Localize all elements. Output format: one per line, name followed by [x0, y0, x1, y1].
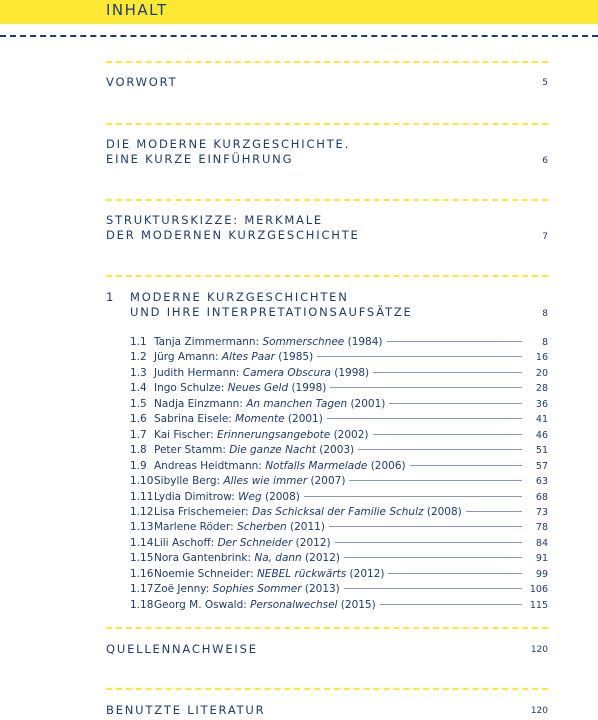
section-title: QUELLENNACHWEISE: [106, 642, 258, 656]
entry-page: 57: [535, 460, 548, 472]
entry-title: Erinnerungsangebote: [216, 428, 331, 441]
entry-author: Nora Gantenbrink:: [154, 552, 255, 565]
entry-title: Na, dann: [254, 552, 302, 565]
toc-entry[interactable]: [130, 335, 548, 350]
entry-year: (2001): [284, 413, 323, 426]
toc-entry[interactable]: [130, 412, 548, 427]
entry-page: 99: [535, 568, 548, 580]
toc-entry[interactable]: [130, 397, 548, 412]
toc-entry[interactable]: [130, 536, 548, 551]
entry-leader-line: [389, 403, 522, 404]
entry-page: 78: [535, 522, 548, 534]
entry-page: 106: [529, 584, 548, 596]
entry-number: 1.18: [130, 598, 154, 611]
entry-leader-line: [335, 542, 522, 543]
entry-number: 1.11: [130, 490, 154, 503]
entry-title: Scherben: [237, 521, 287, 534]
entry-text: [154, 567, 384, 582]
entry-page: 68: [535, 491, 548, 503]
entry-text: [154, 443, 354, 458]
entry-year: (2002): [330, 428, 369, 441]
entry-year: (1998): [330, 366, 370, 379]
section-divider: [106, 688, 548, 690]
section-title: STRUKTURSKIZZE: MERKMALE: [106, 213, 323, 227]
entry-title: Die ganze Nacht: [229, 444, 316, 457]
entry-text: [154, 474, 345, 489]
section-divider: [106, 627, 548, 629]
entry-author: Sibylle Berg:: [154, 475, 224, 488]
entry-number: 1.9: [130, 459, 147, 472]
entry-leader-line: [344, 557, 522, 558]
entry-author: Marlene Röder:: [154, 521, 238, 534]
entry-number: 1.1: [130, 336, 147, 348]
entry-year: (2008): [423, 505, 462, 518]
entry-page: 46: [535, 429, 548, 441]
entry-page: 36: [535, 398, 548, 410]
toc-entry[interactable]: [130, 598, 548, 613]
entry-author: Zoë Jenny:: [154, 583, 213, 596]
entry-page: 41: [535, 414, 548, 426]
entry-title: NEBEL rückwärts: [256, 567, 347, 580]
entry-leader-line: [466, 511, 522, 512]
entry-author: Jürg Amann:: [154, 351, 222, 364]
entry-text: [154, 598, 376, 613]
entry-title: Momente: [235, 413, 285, 426]
section-title: DER MODERNEN KURZGESCHICHTE: [106, 228, 360, 242]
entry-year: (2011): [286, 521, 325, 534]
section-title: DIE MODERNE KURZGESCHICHTE.: [106, 137, 351, 151]
section-title: BENUTZTE LITERATUR: [106, 703, 266, 717]
entry-text: [154, 335, 383, 350]
toc-entry[interactable]: [130, 443, 548, 458]
entry-leader-line: [380, 604, 522, 605]
toc-entry[interactable]: [130, 505, 548, 520]
toc-section-quellennachweise[interactable]: [106, 642, 548, 657]
entry-leader-line: [344, 588, 522, 589]
entry-number: 1.2: [130, 351, 147, 364]
entry-page: 63: [535, 476, 548, 488]
entry-author: Georg M. Oswald:: [154, 598, 251, 611]
entry-text: [154, 412, 323, 427]
header-bar: [0, 0, 598, 24]
section-page: 120: [530, 706, 548, 716]
entry-number: 1.5: [130, 397, 147, 410]
entry-number: 1.13: [130, 521, 154, 534]
entry-title: Altes Paar: [221, 351, 275, 364]
entry-text: [154, 505, 462, 520]
entry-author: Sabrina Eisele:: [154, 413, 236, 426]
entry-number: 1.10: [130, 475, 154, 488]
toc-section-literatur[interactable]: [106, 703, 548, 718]
entry-text: [154, 536, 331, 551]
entry-year: (1998): [288, 382, 327, 395]
entry-number: 1.15: [130, 552, 154, 565]
entry-title: Personalwechsel: [250, 598, 338, 611]
entry-number: 1.4: [130, 382, 147, 395]
toc-section-einfuehrung[interactable]: [106, 137, 548, 167]
entry-year: (2012): [346, 567, 385, 580]
entry-title: Sophies Sommer: [212, 583, 302, 596]
entry-number: 1.8: [130, 444, 147, 457]
section-title: MODERNE KURZGESCHICHTEN: [130, 290, 349, 304]
header-divider: [0, 35, 598, 37]
entry-title: Das Schicksal der Familie Schulz: [251, 505, 424, 518]
entry-leader-line: [388, 573, 522, 574]
section-page: 5: [542, 78, 548, 88]
entry-leader-line: [349, 480, 522, 481]
entry-year: (2008): [261, 490, 300, 503]
page-title: INHALT: [106, 1, 168, 19]
entry-page: 8: [541, 337, 548, 348]
entry-year: (2012): [301, 552, 340, 565]
section-title: UND IHRE INTERPRETATIONSAUFSÄTZE: [130, 305, 413, 319]
entry-leader-line: [387, 341, 522, 342]
entry-title: Weg: [238, 490, 262, 503]
entry-title: Sommerschnee: [262, 336, 345, 348]
entry-number: 1.17: [130, 583, 154, 596]
entry-text: [154, 582, 340, 597]
entry-title: Der Schneider: [217, 536, 293, 549]
entry-author: Lydia Dimitrow:: [154, 490, 239, 503]
entry-page: 115: [529, 599, 548, 611]
entry-leader-line: [329, 526, 522, 527]
section-number: 1: [106, 290, 116, 304]
entry-author: Tanja Zimmermann:: [154, 336, 263, 348]
entry-text: [154, 520, 325, 535]
entry-year: (2003): [315, 444, 355, 457]
entry-page: 84: [535, 537, 548, 549]
entry-page: 20: [535, 367, 548, 379]
entry-year: (1984): [344, 336, 383, 348]
entry-leader-line: [373, 434, 523, 435]
toc-entry[interactable]: [130, 366, 548, 381]
entry-year: (2015): [337, 598, 376, 611]
entry-number: 1.6: [130, 413, 147, 426]
toc-entry[interactable]: [130, 567, 548, 582]
entry-text: [154, 428, 369, 443]
entry-title: Alles wie immer: [223, 475, 308, 488]
entry-number: 1.12: [130, 505, 154, 518]
entry-page: 28: [535, 383, 548, 395]
entry-page: 91: [535, 553, 548, 565]
entry-author: Lili Aschoff:: [154, 536, 218, 549]
entry-leader-line: [358, 449, 522, 450]
section-divider: [106, 61, 548, 63]
entry-text: [154, 381, 326, 396]
toc-entry[interactable]: [130, 474, 548, 489]
entry-page: 16: [535, 352, 548, 364]
entry-leader-line: [317, 356, 522, 357]
entry-year: (2013): [301, 583, 340, 596]
entry-text: [154, 551, 340, 566]
entry-text: [154, 397, 385, 412]
entry-page: 51: [535, 445, 548, 457]
section-divider: [106, 123, 548, 125]
entry-text: [154, 350, 313, 365]
entry-leader-line: [330, 387, 522, 388]
entry-author: Kai Fischer:: [154, 428, 217, 441]
toc-entry[interactable]: [130, 582, 548, 597]
entry-page: 73: [535, 506, 548, 518]
entry-number: 1.3: [130, 366, 147, 379]
section-page: 7: [542, 232, 548, 242]
section-page: 120: [530, 645, 548, 655]
entry-author: Judith Hermann:: [154, 366, 243, 379]
entry-title: Notfalls Marmelade: [265, 459, 368, 472]
entry-year: (1985): [274, 351, 314, 364]
toc-entry[interactable]: [130, 551, 548, 566]
entry-author: Andreas Heidtmann:: [154, 459, 266, 472]
entry-leader-line: [304, 496, 522, 497]
toc-section-strukturskizze[interactable]: [106, 213, 548, 243]
section-title: EINE KURZE EINFÜHRUNG: [106, 152, 294, 166]
section-page: 8: [542, 309, 548, 319]
entry-text: [154, 459, 406, 474]
entry-title: An manchen Tagen: [246, 397, 348, 410]
toc-entry[interactable]: [130, 381, 548, 396]
entry-number: 1.14: [130, 536, 154, 549]
entry-year: (2012): [292, 536, 331, 549]
entry-leader-line: [327, 418, 522, 419]
entry-number: 1.7: [130, 428, 147, 441]
toc-entry[interactable]: [130, 428, 548, 443]
entry-title: Camera Obscura: [242, 366, 331, 379]
entry-author: Lisa Frischemeier:: [154, 505, 252, 518]
toc-section-vorwort[interactable]: [106, 75, 548, 90]
toc-entry[interactable]: [130, 520, 548, 535]
toc-section-1[interactable]: [106, 290, 548, 320]
entry-text: [154, 490, 300, 505]
entry-year: (2006): [367, 459, 406, 472]
section-divider: [106, 199, 548, 201]
entry-author: Peter Stamm:: [154, 444, 230, 457]
entry-year: (2001): [347, 397, 386, 410]
section-page: 6: [542, 156, 548, 166]
toc-entry[interactable]: [130, 350, 548, 365]
entry-number: 1.16: [130, 567, 154, 580]
toc-entry[interactable]: [130, 459, 548, 474]
entry-leader-line: [410, 465, 522, 466]
entry-leader-line: [373, 372, 522, 373]
toc-entry[interactable]: [130, 490, 548, 505]
entry-text: [154, 366, 369, 381]
entry-title: Neues Geld: [227, 382, 289, 395]
section-divider: [106, 275, 548, 277]
entry-author: Nadja Einzmann:: [154, 397, 247, 410]
entry-author: Noemie Schneider:: [154, 567, 257, 580]
entry-author: Ingo Schulze:: [154, 382, 228, 395]
section-title: VORWORT: [106, 75, 178, 89]
entry-year: (2007): [307, 475, 346, 488]
